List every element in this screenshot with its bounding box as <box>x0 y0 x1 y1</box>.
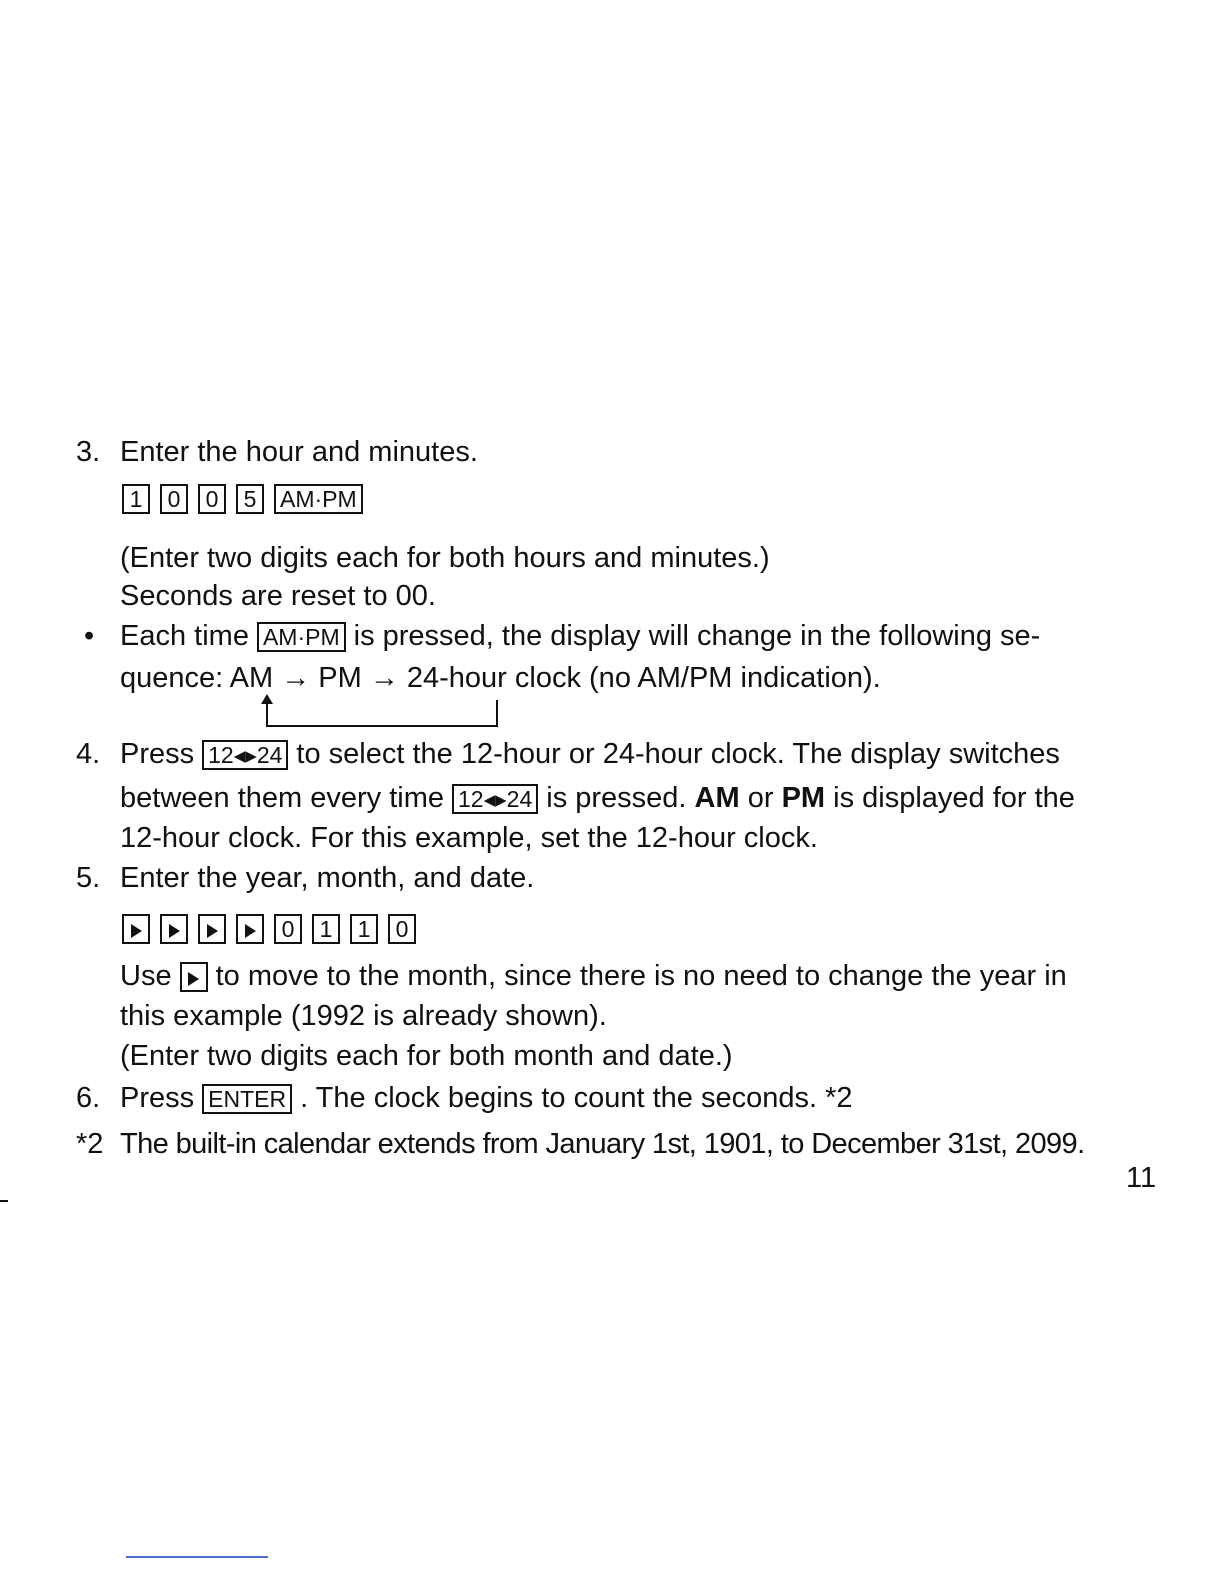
right-arrow-icon <box>207 924 218 938</box>
step-4-line-2 <box>120 780 1075 816</box>
right-arrow-icon <box>131 924 142 938</box>
key-12-24: 12◂▸24 <box>452 784 538 814</box>
key-enter: ENTER <box>202 1084 292 1114</box>
step-6-text: . The clock begins to count the seconds. *2 <box>300 1082 853 1114</box>
cycle-arrow-base <box>266 725 498 727</box>
key-right-arrow <box>180 962 208 992</box>
bullet-line-2: quence: AM → PM → 24-hour clock (no AM/PM indication). <box>120 662 881 694</box>
bullet-line-1 <box>120 618 1040 654</box>
right-arrow-icon <box>169 924 180 938</box>
bullet-mark: • <box>84 620 95 652</box>
key-1: 1 <box>122 484 150 514</box>
pm-label: PM <box>781 782 826 814</box>
step-5-use-line <box>120 958 1067 994</box>
key-1: 1 <box>350 914 378 944</box>
step-4-number: 4. <box>76 738 101 770</box>
step-3-note-1: (Enter two digits each for both hours and minutes.) <box>120 542 770 574</box>
right-arrow-icon <box>188 972 199 986</box>
step-5-line-2: this example (1992 is already shown). <box>120 1000 607 1032</box>
key-1: 1 <box>312 914 340 944</box>
step-3-number: 3. <box>76 436 101 468</box>
page-number: 11 <box>1126 1162 1157 1194</box>
margin-mark <box>0 1200 8 1202</box>
step-3-title: Enter the hour and minutes. <box>120 436 478 468</box>
step-5-keys <box>122 910 426 946</box>
step-6-press: Press <box>120 1082 195 1114</box>
key-am-pm: AM·PM <box>274 484 363 514</box>
key-right-arrow <box>198 914 226 944</box>
step-3-note-2: Seconds are reset to 00. <box>120 580 436 612</box>
key-0: 0 <box>388 914 416 944</box>
step-5-title: Enter the year, month, and date. <box>120 862 535 894</box>
step-5-use: Use <box>120 960 172 992</box>
step-4-text-2b: is pressed. <box>546 782 687 814</box>
bullet-text-before: Each time <box>120 620 249 652</box>
step-4-line-3: 12-hour clock. For this example, set the 12-hour clock. <box>120 822 818 854</box>
am-label: AM <box>694 782 740 814</box>
bullet-text-after: is pressed, the display will change in the following se- <box>353 620 1041 652</box>
step-6-line <box>120 1080 853 1116</box>
key-0: 0 <box>274 914 302 944</box>
cycle-arrow-right-stem <box>496 700 498 726</box>
key-am-pm: AM·PM <box>257 622 346 652</box>
or-text: or <box>747 782 774 814</box>
step-4-text-2c: is displayed for the <box>833 782 1075 814</box>
footnote-text: The built-in calendar extends from January 1st, 1901, to December 31st, 2099. <box>120 1128 1085 1160</box>
right-arrow-icon <box>245 924 256 938</box>
key-0: 0 <box>160 484 188 514</box>
cycle-arrow-left-stem <box>266 700 268 726</box>
step-4-text-1: to select the 12-hour or 24-hour clock. The display switches <box>296 738 1060 770</box>
step-4-line-1 <box>120 736 1060 772</box>
step-4-text-2a: between them every time <box>120 782 444 814</box>
footnote-mark: *2 <box>76 1128 104 1160</box>
key-right-arrow <box>160 914 188 944</box>
key-12-24: 12◂▸24 <box>202 740 288 770</box>
bottom-rule <box>126 1556 268 1558</box>
step-5-number: 5. <box>76 862 101 894</box>
step-5-use-after: to move to the month, since there is no need to change the year in <box>215 960 1067 992</box>
step-3-keys <box>122 480 373 516</box>
key-0: 0 <box>198 484 226 514</box>
step-6-number: 6. <box>76 1082 101 1114</box>
key-right-arrow <box>122 914 150 944</box>
key-5: 5 <box>236 484 264 514</box>
key-right-arrow <box>236 914 264 944</box>
step-5-line-3: (Enter two digits each for both month and date.) <box>120 1040 733 1072</box>
cycle-arrow <box>266 694 498 728</box>
step-4-press: Press <box>120 738 195 770</box>
